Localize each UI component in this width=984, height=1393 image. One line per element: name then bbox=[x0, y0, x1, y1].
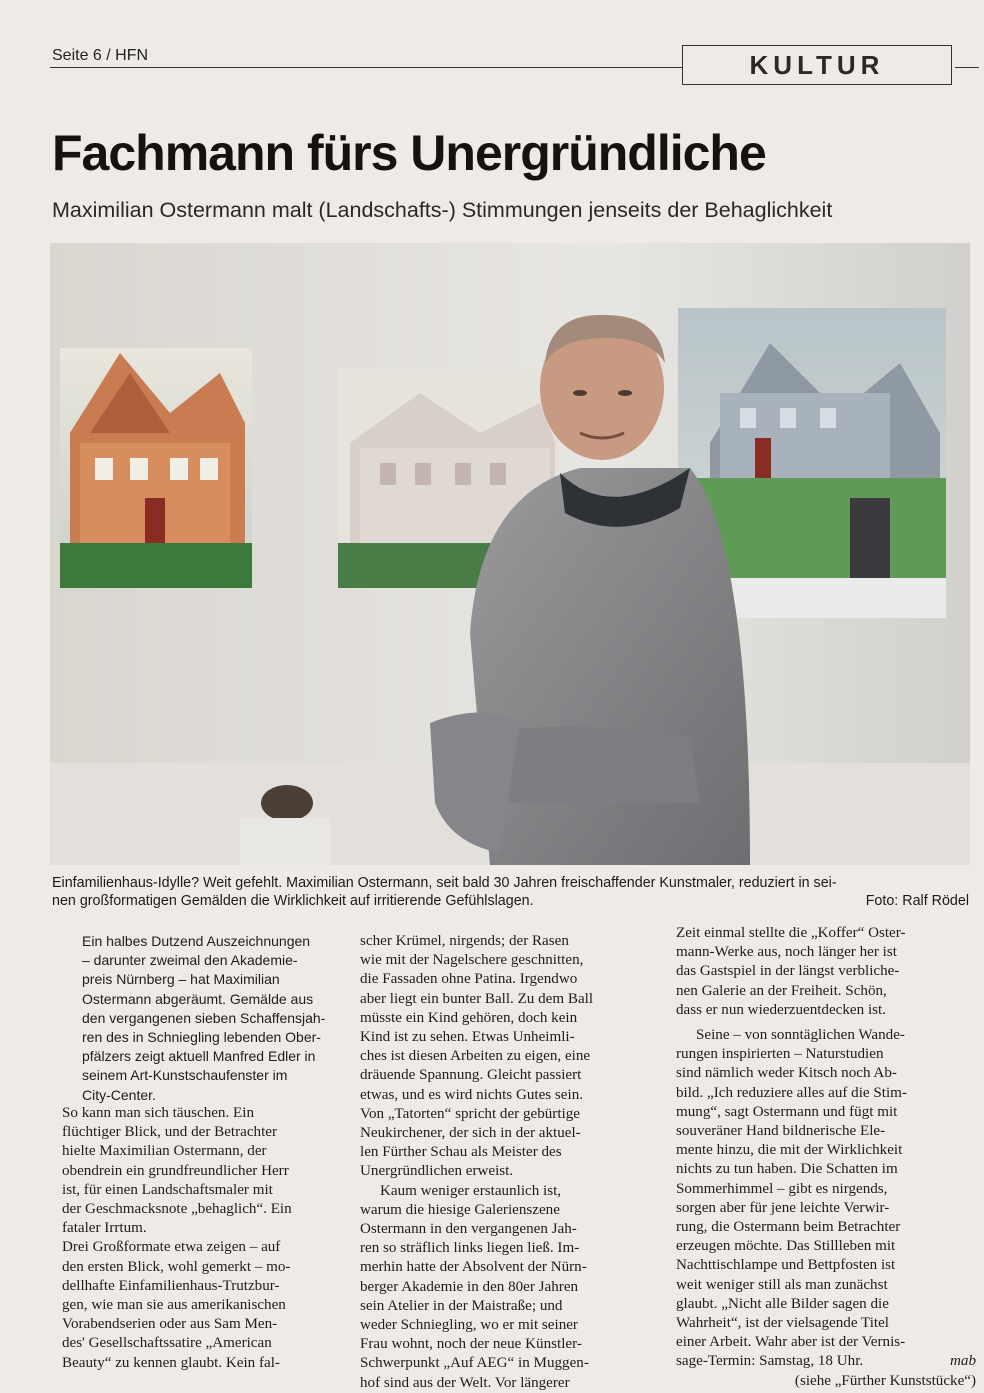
author-initials: mab bbox=[950, 1353, 976, 1370]
headline: Fachmann fürs Unergründliche bbox=[52, 125, 766, 181]
text-line: Vorabendserien oder aus Sam Men- bbox=[62, 1316, 278, 1333]
plinth bbox=[240, 818, 330, 865]
text-line: Kind ist zu sehen. Etwas Unheimli- bbox=[360, 1029, 575, 1046]
text-line: sorgen aber für jene leichte Verwir- bbox=[676, 1199, 890, 1216]
text-line: dass er nun wiederzuentdecken ist. bbox=[676, 1001, 886, 1018]
section-title: KULTUR bbox=[749, 49, 885, 80]
article-column-1 bbox=[62, 932, 344, 1105]
article-column-2 bbox=[360, 932, 660, 1393]
photo-credit: Foto: Ralf Rödel bbox=[865, 893, 969, 909]
text-line: Wahrheit“, ist der vielsagende Titel bbox=[676, 1315, 889, 1332]
text-line: der Geschmacksnote „behaglich“. Ein bbox=[62, 1201, 292, 1218]
header-rule bbox=[50, 67, 682, 68]
col2-paragraph-2-cont bbox=[360, 1201, 660, 1393]
text-line: Ostermann in den vergangenen Jah- bbox=[360, 1221, 577, 1238]
caption-line-2: nen großformatigen Gemälden die Wirklichkeit auf irritierende Gefühlslagen. bbox=[52, 893, 534, 909]
text-line: berger Akademie in den 80er Jahren bbox=[360, 1278, 579, 1295]
text-line: nichts zu tun haben. Die Schatten im bbox=[676, 1161, 898, 1178]
text-line: len Fürther Schau als Meister des bbox=[360, 1144, 562, 1161]
text-line: Ostermann abgeräumt. Gemälde aus bbox=[82, 990, 314, 1007]
text-line: flüchtiger Blick, und der Betrachter bbox=[62, 1124, 278, 1141]
text-line: wie mit der Nagelschere geschnitten, bbox=[360, 952, 584, 969]
text-line: preis Nürnberg – hat Maximilian bbox=[82, 971, 280, 988]
text-line: den ersten Blick, wohl gemerkt – mo- bbox=[62, 1258, 291, 1275]
col3-paragraph-2-cont bbox=[676, 1045, 976, 1371]
text-line: souveräner Hand bildnerische Ele- bbox=[676, 1123, 886, 1140]
text-line: ist, für einen Landschaftsmaler mit bbox=[62, 1181, 273, 1198]
text-line: glaubt. „Nicht alle Bilder sagen die bbox=[676, 1295, 889, 1312]
text-line: rung, die Ostermann beim Betrachter bbox=[676, 1219, 901, 1236]
text-line: Zeit einmal stellte die „Koffer“ Oster- bbox=[676, 925, 906, 941]
col1-paragraph-3 bbox=[62, 1238, 344, 1372]
caption-line-1: Einfamilienhaus-Idylle? Weit gefehlt. Maximilian Ostermann, seit bald 30 Jahren freischaffender Kunstmaler, reduziert in sei- bbox=[52, 875, 837, 891]
text-line: ches ist diesen Arbeiten zu eigen, eine bbox=[360, 1048, 591, 1065]
text-line: merhin hatte der Absolvent der Nürn- bbox=[360, 1259, 587, 1276]
text-line: Drei Großformate etwa zeigen – auf bbox=[62, 1239, 281, 1256]
article-column-3 bbox=[676, 924, 976, 1391]
text-line: Seine – von sonntäglichen Wande- bbox=[696, 1027, 905, 1044]
painting-left bbox=[60, 348, 252, 588]
text-line: dräuende Spannung. Gleicht passiert bbox=[360, 1067, 582, 1084]
text-line: Neukirchener, der sich in der aktuel- bbox=[360, 1125, 581, 1142]
text-line: scher Krümel, nirgends; der Rasen bbox=[360, 933, 569, 949]
photo-caption bbox=[52, 874, 972, 910]
text-line: weder Schniegling, wo er mit seiner bbox=[360, 1317, 578, 1334]
text-line: sein Atelier in der Maistraße; und bbox=[360, 1297, 563, 1314]
text-line: City-Center. bbox=[82, 1086, 156, 1103]
text-line: erzeugen möchte. Das Stillleben mit bbox=[676, 1238, 896, 1255]
text-line: warum die hiesige Galerienszene bbox=[360, 1201, 560, 1218]
text-line: mente hinzu, die mit der Wirklichkeit bbox=[676, 1142, 903, 1159]
text-line bbox=[676, 1352, 976, 1371]
text-line: seinem Art-Kunstschaufenster im bbox=[82, 1067, 288, 1084]
photo-illustration bbox=[50, 243, 970, 865]
text-line: den vergangenen sieben Schaffensjah- bbox=[82, 1009, 326, 1026]
text-line: – darunter zweimal den Akademie- bbox=[82, 952, 298, 969]
text-line: ren des in Schniegling lebenden Ober- bbox=[82, 1029, 321, 1046]
col2-paragraph-1 bbox=[360, 932, 660, 1182]
text-line: Von „Tatorten“ spricht der gebürtige bbox=[360, 1105, 580, 1122]
col2-paragraph-2 bbox=[360, 1182, 660, 1201]
sculpture-bowl bbox=[261, 785, 313, 821]
text-line: nen Galerie an der Freiheit. Schön, bbox=[676, 982, 887, 999]
header-rule-right bbox=[955, 67, 979, 68]
text-line: obendrein ein grundfreundlicher Herr bbox=[62, 1162, 289, 1179]
col1-paragraph-2 bbox=[62, 1104, 344, 1238]
text-line: Frau wohnt, noch der neue Künstler- bbox=[360, 1336, 582, 1353]
text-line: sind nämlich weder Kitsch noch Ab- bbox=[676, 1065, 897, 1082]
col1-paragraph-1 bbox=[62, 932, 344, 1105]
text-line: müsste ein Kind gehören, doch kein bbox=[360, 1009, 578, 1026]
text-line: dellhafte Einfamilienhaus-Trutzbur- bbox=[62, 1277, 280, 1294]
text-line: pfälzers zeigt aktuell Manfred Edler in bbox=[82, 1048, 316, 1065]
text-line: Nachttischlampe und Bettpfosten ist bbox=[676, 1257, 896, 1274]
text-line: hof sind aus der Welt. Vor längerer bbox=[360, 1374, 570, 1391]
text-line: fataler Irrtum. bbox=[62, 1220, 147, 1237]
col3-paragraph-1 bbox=[676, 924, 976, 1020]
cross-reference: (siehe „Fürther Kunststücke“) bbox=[794, 1372, 976, 1389]
text-line: etwas, und es wird nichts Gutes sein. bbox=[360, 1086, 584, 1103]
text-line: das Gastspiel in der längst verbliche- bbox=[676, 963, 900, 980]
subheadline: Maximilian Ostermann malt (Landschafts-) Stimmungen jenseits der Behaglichkeit bbox=[52, 198, 833, 222]
text-line: die Fassaden ohne Patina. Irgendwo bbox=[360, 971, 578, 988]
text-line: mann-Werke aus, noch länger her ist bbox=[676, 944, 897, 961]
section-box bbox=[682, 45, 952, 85]
text-line: ren so sträflich links liegen ließ. Im- bbox=[360, 1240, 580, 1257]
text-line: gen, wie man sie aus amerikanischen bbox=[62, 1297, 286, 1314]
article-photo bbox=[50, 243, 970, 865]
text-line: Unergründlichen erweist. bbox=[360, 1163, 514, 1180]
text-line: hielte Maximilian Ostermann, der bbox=[62, 1143, 267, 1160]
text-line: bild. „Ich reduziere alles auf die Stim- bbox=[676, 1084, 907, 1101]
text-line-content: sage-Termin: Samstag, 18 Uhr. bbox=[676, 1353, 864, 1370]
text-line: des' Gesellschaftssatire „American bbox=[62, 1335, 272, 1352]
text-line: So kann man sich täuschen. Ein bbox=[62, 1105, 254, 1121]
text-line: Kaum weniger erstaunlich ist, bbox=[380, 1182, 562, 1199]
text-line: Beauty“ zu kennen glaubt. Kein fal- bbox=[62, 1354, 280, 1371]
text-line: weit weniger still als man zunächst bbox=[676, 1276, 888, 1293]
text-line: einer Arbeit. Wahr aber ist der Vernis- bbox=[676, 1334, 906, 1351]
page-label: Seite 6 / HFN bbox=[52, 47, 149, 64]
text-line: Schwerpunkt „Auf AEG“ in Muggen- bbox=[360, 1355, 589, 1372]
text-line: Sommerhimmel – gibt es nirgends, bbox=[676, 1180, 888, 1197]
text-line: mung“, sagt Ostermann und fügt mit bbox=[676, 1103, 898, 1120]
col3-paragraph-2 bbox=[676, 1026, 976, 1045]
text-line: aber liegt ein bunter Ball. Zu dem Ball bbox=[360, 990, 594, 1007]
text-line: Ein halbes Dutzend Auszeichnungen bbox=[82, 933, 311, 949]
text-line: rungen inspirierten – Naturstudien bbox=[676, 1046, 884, 1063]
article-column-1-body bbox=[62, 1104, 344, 1373]
